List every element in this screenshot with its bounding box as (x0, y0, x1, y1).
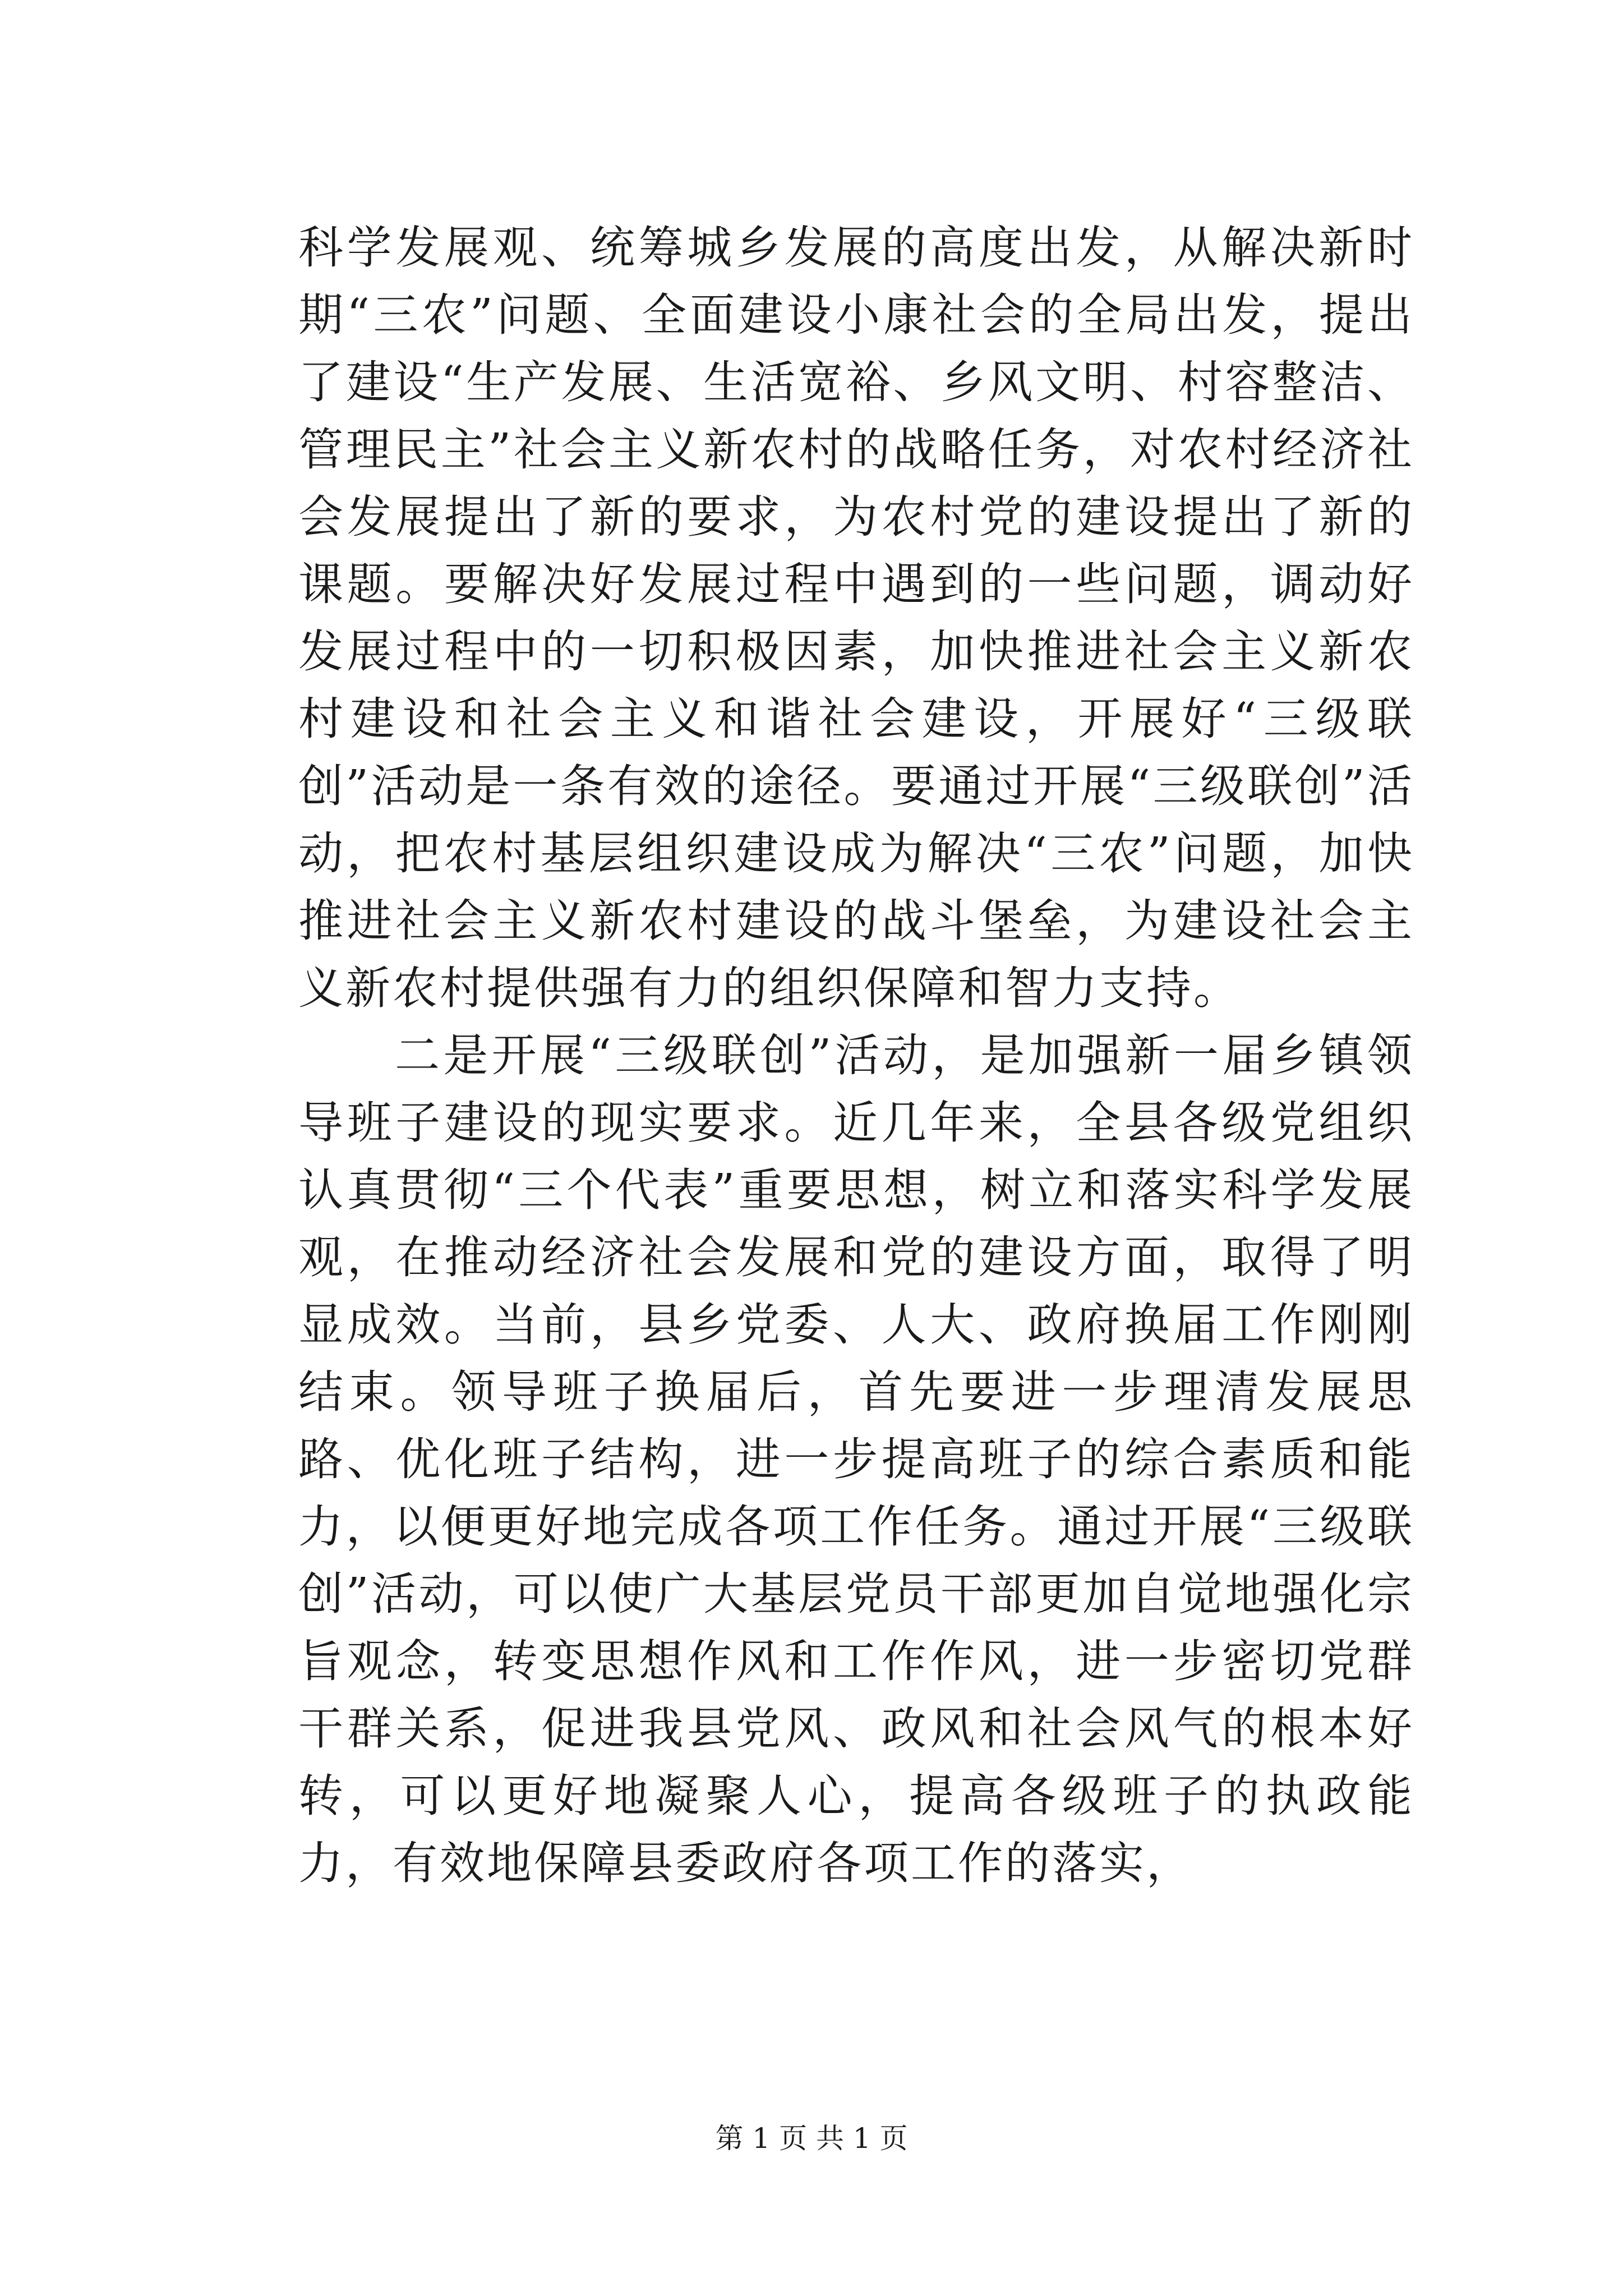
paragraph-2: 二是开展“三级联创”活动，是加强新一届乡镇领导班子建设的现实要求。近几年来，全县各级党组织认真贯彻“三个代表”重要思想，树立和落实科学发展观，在推动经济社会发展和党的建设方面，取得了明显成效。当前，县乡党委、人大、政府换届工作刚刚结束。领导班子换届后，首先要进一步理清发展思路、优化班子结构，进一步提高班子的综合素质和能力，以便更好地完成各项工作任务。通过开展“三级联创”活动，可以使广大基层党员干部更加自觉地强化宗旨观念，转变思想作风和工作作风，进一步密切党群干群关系，促进我县党风、政风和社会风气的根本好转，可以更好地凝聚人心，提高各级班子的执政能力，有效地保障县委政府各项工作的落实， (298, 1029, 1414, 1889)
page-number-footer: 第 1 页 共 1 页 (715, 2122, 908, 2155)
paragraph-1: 科学发展观、统筹城乡发展的高度出发，从解决新时期“三农”问题、全面建设小康社会的全局出发，提出了建设“生产发展、生活宽裕、乡风文明、村容整洁、管理民主”社会主义新农村的战略任务，对农村经济社会发展提出了新的要求，为农村党的建设提出了新的课题。要解决好发展过程中遇到的一些问题，调动好发展过程中的一切积极因素，加快推进社会主义新农村建设和社会主义和谐社会建设，开展好“三级联创”活动是一条有效的途径。要通过开展“三级联创”活动，把农村基层组织建设成为解决“三农”问题，加快推进社会主义新农村建设的战斗堡垒，为建设社会主义新农村提供强有力的组织保障和智力支持。 (298, 222, 1414, 1014)
document-body (298, 214, 1414, 1897)
